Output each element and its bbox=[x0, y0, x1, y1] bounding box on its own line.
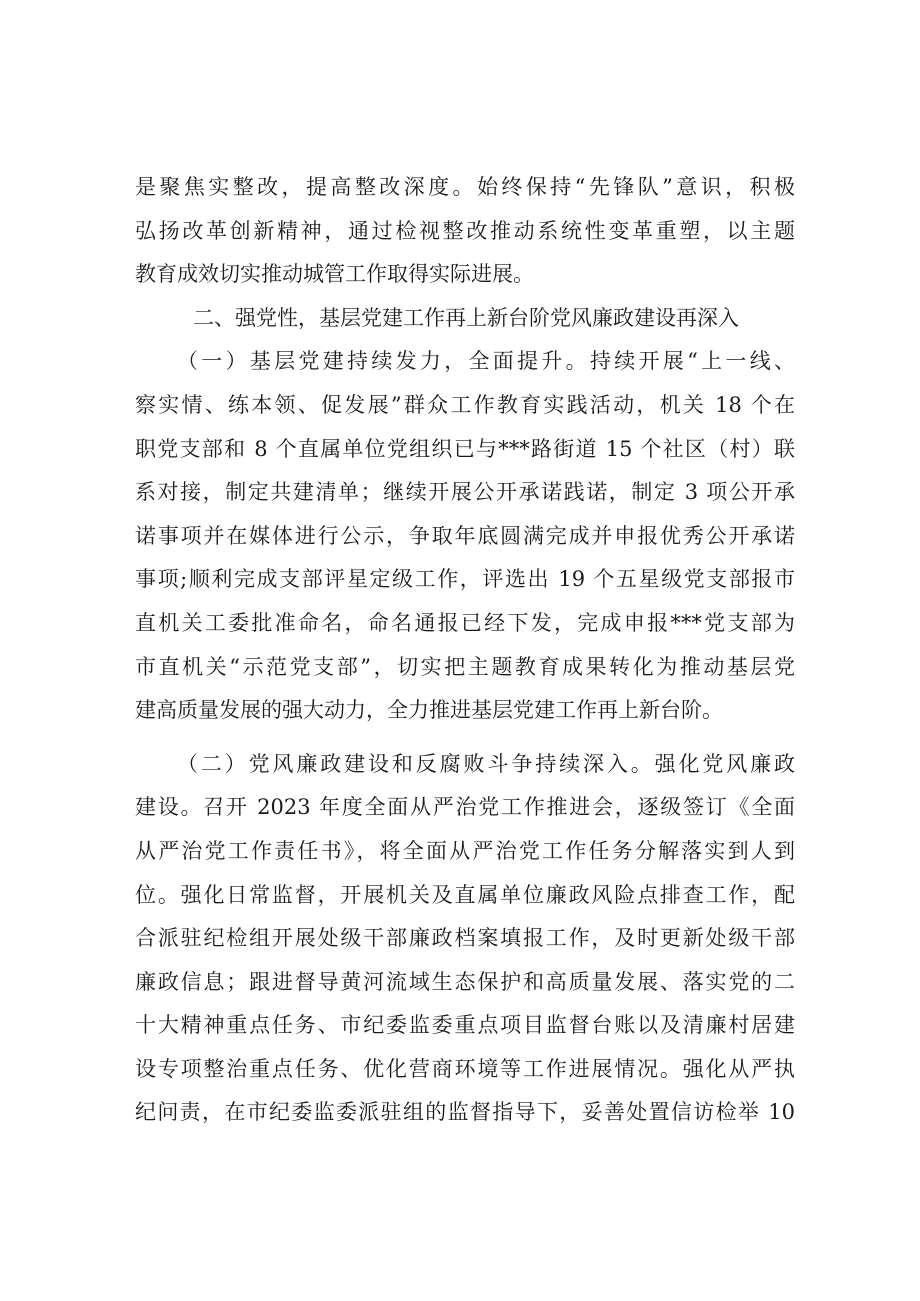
text-line: 设专项整治重点任务、优化营商环境等工作进展情况。强化从严执 bbox=[135, 1056, 795, 1081]
paragraph-spacer bbox=[135, 733, 795, 743]
text-line: 市直机关“示范党支部”，切实把主题教育成果转化为推动基层党 bbox=[135, 654, 795, 679]
paragraph-item-two bbox=[135, 743, 795, 1135]
text-line: 建设。召开 2023 年度全面从严治党工作推进会，逐级签订《全面 bbox=[135, 795, 795, 820]
text-line: 职党支部和 8 个直属单位党组织已与***路街道 15 个社区（村）联 bbox=[135, 436, 795, 461]
text-line: 直机关工委批准命名，命名通报已经下发，完成申报***党支部为 bbox=[135, 610, 795, 635]
text-line: 位。强化日常监督，开展机关及直属单位廉政风险点排查工作，配 bbox=[135, 882, 795, 907]
text-line: 十大精神重点任务、市纪委监委重点项目监督台账以及清廉村居建 bbox=[135, 1013, 795, 1038]
section-heading-text: 二、强党性，基层党建工作再上新台阶党风廉政建设再深入 bbox=[193, 305, 739, 330]
text-line: 廉政信息；跟进督导黄河流域生态保护和高质量发展、落实党的二 bbox=[135, 969, 795, 994]
text-line: 察实情、练本领、促发展”群众工作教育实践活动，机关 18 个在 bbox=[135, 392, 795, 417]
text-line: （二）党风廉政建设和反腐败斗争持续深入。强化党风廉政 bbox=[177, 751, 795, 776]
document-body bbox=[135, 166, 795, 1135]
text-line: 弘扬改革创新精神，通过检视整改推动系统性变革重塑，以主题 bbox=[135, 218, 795, 243]
section-heading-two bbox=[135, 297, 795, 341]
paragraph-intro-continuation bbox=[135, 166, 795, 297]
text-line: 事项;顺利完成支部评星定级工作，评选出 19 个五星级党支部报市 bbox=[135, 567, 795, 592]
text-line: 教育成效切实推动城管工作取得实际进展。 bbox=[135, 262, 534, 287]
text-line: 合派驻纪检组开展处级干部廉政档案填报工作，及时更新处级干部 bbox=[135, 926, 795, 951]
text-line: 诺事项并在媒体进行公示，争取年底圆满完成并申报优秀公开承诺 bbox=[135, 523, 795, 548]
text-line: 纪问责，在市纪委监委派驻组的监督指导下，妥善处置信访检举 10 bbox=[135, 1100, 795, 1125]
text-line: 是聚焦实整改，提高整改深度。始终保持“先锋队”意识，积极 bbox=[135, 175, 795, 199]
text-line: （一）基层党建持续发力，全面提升。持续开展“上一线、 bbox=[177, 349, 795, 374]
text-line: 建高质量发展的强大动力，全力推进基层党建工作再上新台阶。 bbox=[135, 698, 723, 723]
text-line: 系对接，制定共建清单；继续开展公开承诺践诺，制定 3 项公开承 bbox=[135, 480, 795, 505]
text-line: 从严治党工作责任书》，将全面从严治党工作任务分解落实到人到 bbox=[135, 838, 795, 863]
paragraph-item-one bbox=[135, 340, 795, 732]
